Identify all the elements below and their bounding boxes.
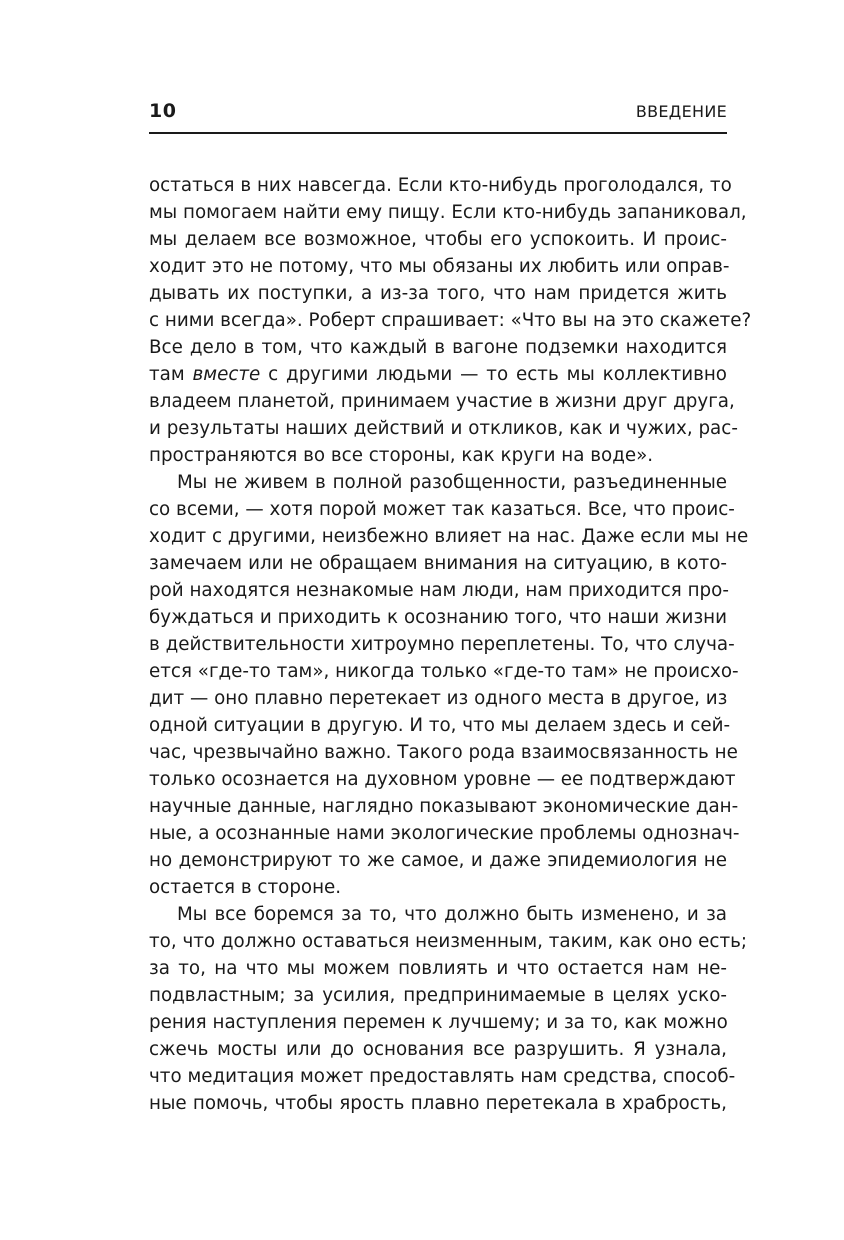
text-line: Все дело в том, что каждый в вагоне подземки находится bbox=[149, 337, 727, 358]
text-line: рения наступления перемен к лучшему; и за то, как можно bbox=[149, 1012, 728, 1033]
text-line: буждаться и приходить к осознанию того, что наши жизни bbox=[149, 607, 727, 628]
text-line bbox=[149, 361, 727, 388]
text-line: остаться в них навсегда. Если кто-нибудь проголодался, то bbox=[149, 175, 732, 196]
text-line: дит — оно плавно перетекает из одного места в другое, из bbox=[149, 688, 728, 709]
text-line: остается в стороне. bbox=[149, 877, 342, 898]
page-header bbox=[149, 96, 727, 134]
text-line: научные данные, наглядно показывают экономические дан- bbox=[149, 796, 739, 817]
text-line: в действительности хитроумно переплетены. То, что случа- bbox=[149, 634, 735, 655]
text-line: мы делаем все возможное, чтобы его успокоить. И проис- bbox=[149, 229, 727, 250]
text-line: только осознается на духовном уровне — ее подтверждают bbox=[149, 769, 736, 790]
text-line: что медитация может предоставлять нам средства, способ- bbox=[149, 1066, 736, 1087]
text-line: то, что должно оставаться неизменным, таким, как оно есть; bbox=[149, 931, 748, 952]
paragraph bbox=[149, 901, 748, 1117]
text-line: и результаты наших действий и откликов, как и чужих, рас- bbox=[149, 418, 738, 439]
text-line: с ними всегда». Роберт спрашивает: «Что вы на это скажете? bbox=[149, 310, 752, 331]
text-line: мы помогаем найти ему пищу. Если кто-нибудь запаниковал, bbox=[149, 202, 747, 223]
text-line: одной ситуации в другую. И то, что мы делаем здесь и сей- bbox=[149, 715, 731, 736]
emphasized-word: вместе bbox=[192, 364, 261, 385]
text-line: ные помочь, чтобы ярость плавно перетекала в храбрость, bbox=[149, 1093, 727, 1114]
text-segment: там bbox=[149, 364, 193, 385]
page-number: 10 bbox=[149, 100, 177, 122]
body-text bbox=[149, 172, 752, 1117]
text-line: пространяются во все стороны, как круги на воде». bbox=[149, 445, 654, 466]
text-line: дывать их поступки, а из-за того, что нам придется жить bbox=[149, 283, 727, 304]
text-line: ется «где-то там», никогда только «где-то там» не происхо- bbox=[149, 661, 739, 682]
text-line: со всеми, — хотя порой может так казаться. Все, что проис- bbox=[149, 499, 735, 520]
text-line: сжечь мосты или до основания все разрушить. Я узнала, bbox=[149, 1039, 727, 1060]
text-line: ходит это не потому, что мы обязаны их любить или оправ- bbox=[149, 256, 730, 277]
text-line: но демонстрируют то же самое, и даже эпидемиология не bbox=[149, 850, 727, 871]
text-line: ные, а осознанные нами экологические проблемы однознач- bbox=[149, 823, 740, 844]
text-line: час, чрезвычайно важно. Такого рода взаимосвязанность не bbox=[149, 742, 738, 763]
text-segment: с другими людьми — то есть мы коллективно bbox=[260, 364, 727, 385]
text-line: ходит с другими, неизбежно влияет на нас. Даже если мы не bbox=[149, 526, 749, 547]
text-line: Мы все боремся за то, что должно быть изменено, и за bbox=[177, 904, 727, 925]
text-line: владеем планетой, принимаем участие в жизни друг друга, bbox=[149, 391, 735, 412]
text-line: подвластным; за усилия, предпринимаемые в целях уско- bbox=[149, 985, 727, 1006]
paragraph bbox=[149, 469, 749, 901]
text-line: рой находятся незнакомые нам люди, нам приходится про- bbox=[149, 580, 729, 601]
text-line: замечаем или не обращаем внимания на ситуацию, в кото- bbox=[149, 553, 727, 574]
text-line: за то, на что мы можем повлиять и что остается нам не- bbox=[149, 958, 727, 979]
running-head: ВВЕДЕНИЕ bbox=[635, 102, 727, 121]
paragraph bbox=[149, 172, 752, 469]
text-line: Мы не живем в полной разобщенности, разъединенные bbox=[177, 472, 727, 493]
